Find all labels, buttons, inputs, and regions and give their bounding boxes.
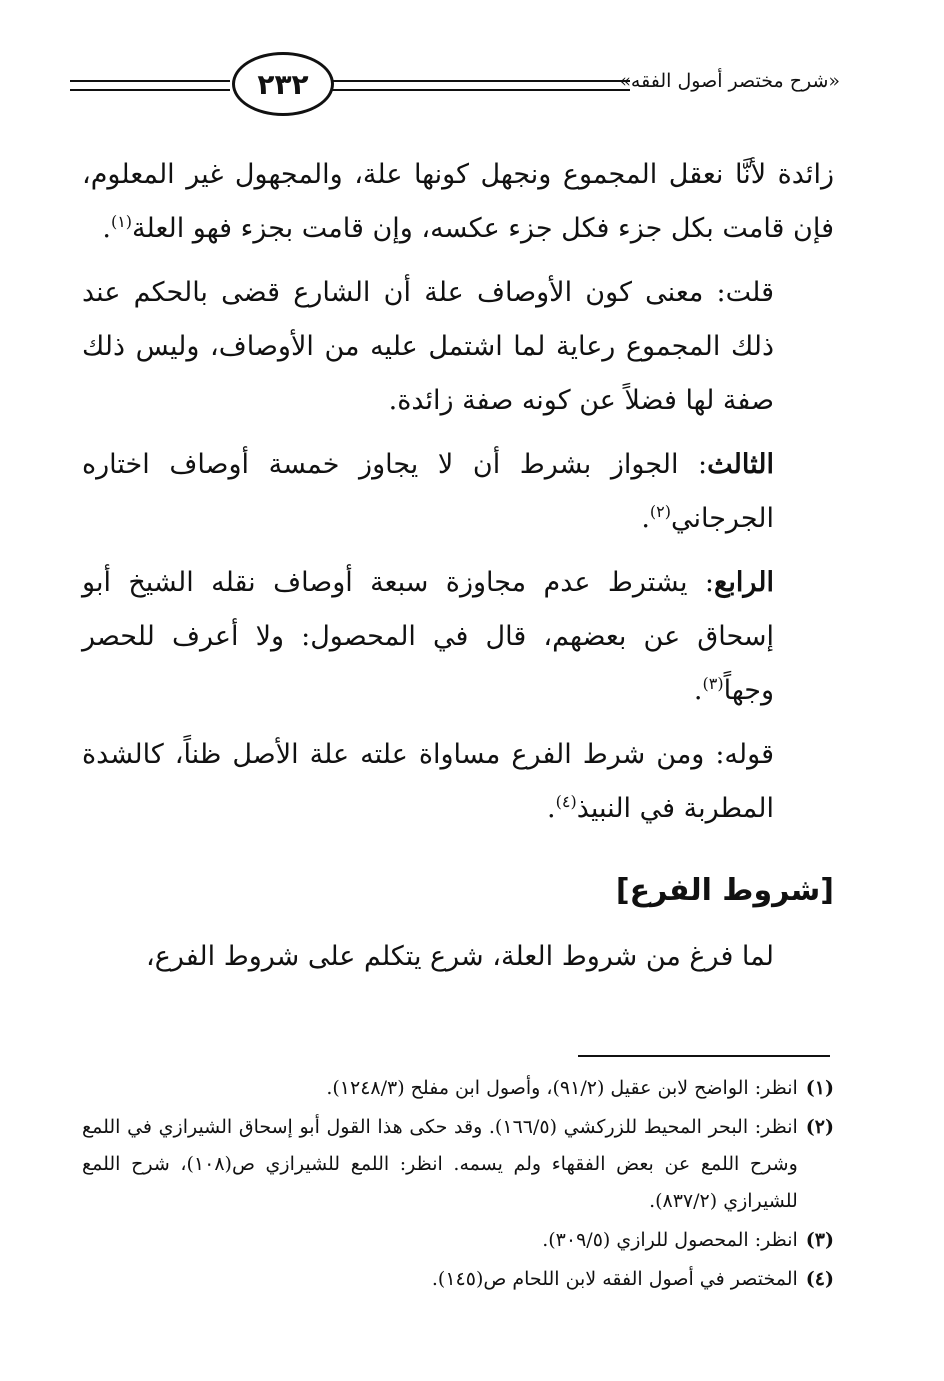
paragraph-6: لما فرغ من شروط العلة، شرع يتكلم على شروط الفرع، xyxy=(146,941,774,972)
paragraph-4-lead: الرابع xyxy=(713,567,774,598)
footnote-number: (٢) xyxy=(805,1116,834,1138)
section-title: [شروط الفرع] xyxy=(615,873,834,908)
paragraph-5-end: . xyxy=(547,793,556,824)
footnote-number: (٣) xyxy=(805,1229,834,1251)
footnote-ref-3: (٣) xyxy=(702,674,724,693)
footnote-4 xyxy=(82,1261,834,1298)
header-rule-right xyxy=(330,80,630,91)
footnote-3 xyxy=(82,1222,834,1259)
paragraph-3-end: . xyxy=(641,503,650,534)
paragraph-3-text: : الجواز بشرط أن لا يجاوز خمسة أوصاف اختاره الجرجاني xyxy=(82,449,774,534)
footnote-separator xyxy=(578,1055,830,1057)
paragraph-5 xyxy=(82,728,834,836)
footnote-number: (١) xyxy=(805,1077,834,1099)
paragraph-4-end: . xyxy=(693,675,703,706)
footnote-1 xyxy=(82,1070,834,1107)
footnote-text: انظر: البحر المحيط للزركشي (١٦٦/٥). وقد حكى هذا القول أبو إسحاق الشيرازي في اللمع وشرح اللمع عن بعض الفقهاء ولم يسمه. انظر: اللمع للشيرازي ص(١٠٨)، شرح اللمع للشيرازي (٨٣٧/٢). xyxy=(82,1116,798,1212)
paragraph-1-text: زائدة لأنَّا نعقل المجموع ونجهل كونها علة، والمجهول غير المعلوم، فإن قامت بكل جزء فكل جزء عكسه، وإن قامت بجزء فهو العلة xyxy=(82,159,834,244)
paragraph-4 xyxy=(82,556,834,718)
paragraph-5-text: قوله: ومن شرط الفرع مساواة علته علة الأصل ظناً، كالشدة المطربة في النبيذ xyxy=(82,739,774,824)
footnote-number: (٤) xyxy=(805,1268,834,1290)
running-title: «شرح مختصر أصول الفقه» xyxy=(619,70,840,92)
paragraph-3-lead: الثالث xyxy=(707,449,774,480)
footnote-text: المختصر في أصول الفقه لابن اللحام ص(١٤٥). xyxy=(431,1268,798,1290)
paragraph-1 xyxy=(82,148,834,256)
page-header xyxy=(70,52,840,132)
footnote-ref-4: (٤) xyxy=(555,792,577,811)
footnote-ref-1: (١) xyxy=(110,212,133,231)
paragraph-1-end: . xyxy=(102,213,111,244)
footnote-text: انظر: المحصول للرازي (٣٠٩/٥). xyxy=(542,1229,798,1251)
main-text xyxy=(82,148,834,994)
footnote-ref-2: (٢) xyxy=(649,502,671,521)
header-rule-left xyxy=(70,80,230,91)
footnote-2 xyxy=(82,1109,834,1220)
footnote-text: انظر: الواضح لابن عقيل (٩١/٢)، وأصول ابن مفلح (١٢٤٨/٣). xyxy=(326,1077,798,1099)
page-number: ٢٣٢ xyxy=(232,52,334,116)
footnotes xyxy=(82,1070,834,1300)
paragraph-4-text: : يشترط عدم مجاوزة سبعة أوصاف نقله الشيخ أبو إسحاق عن بعضهم، قال في المحصول: ولا أعرف للحصر وجهاً xyxy=(82,567,774,706)
paragraph-2: قلت: معنى كون الأوصاف علة أن الشارع قضى بالحكم عند ذلك المجموع رعاية لما اشتمل عليه من الأوصاف، وليس ذلك صفة لها فضلاً عن كونه صفة زائدة. xyxy=(82,277,774,416)
paragraph-3 xyxy=(82,438,834,546)
